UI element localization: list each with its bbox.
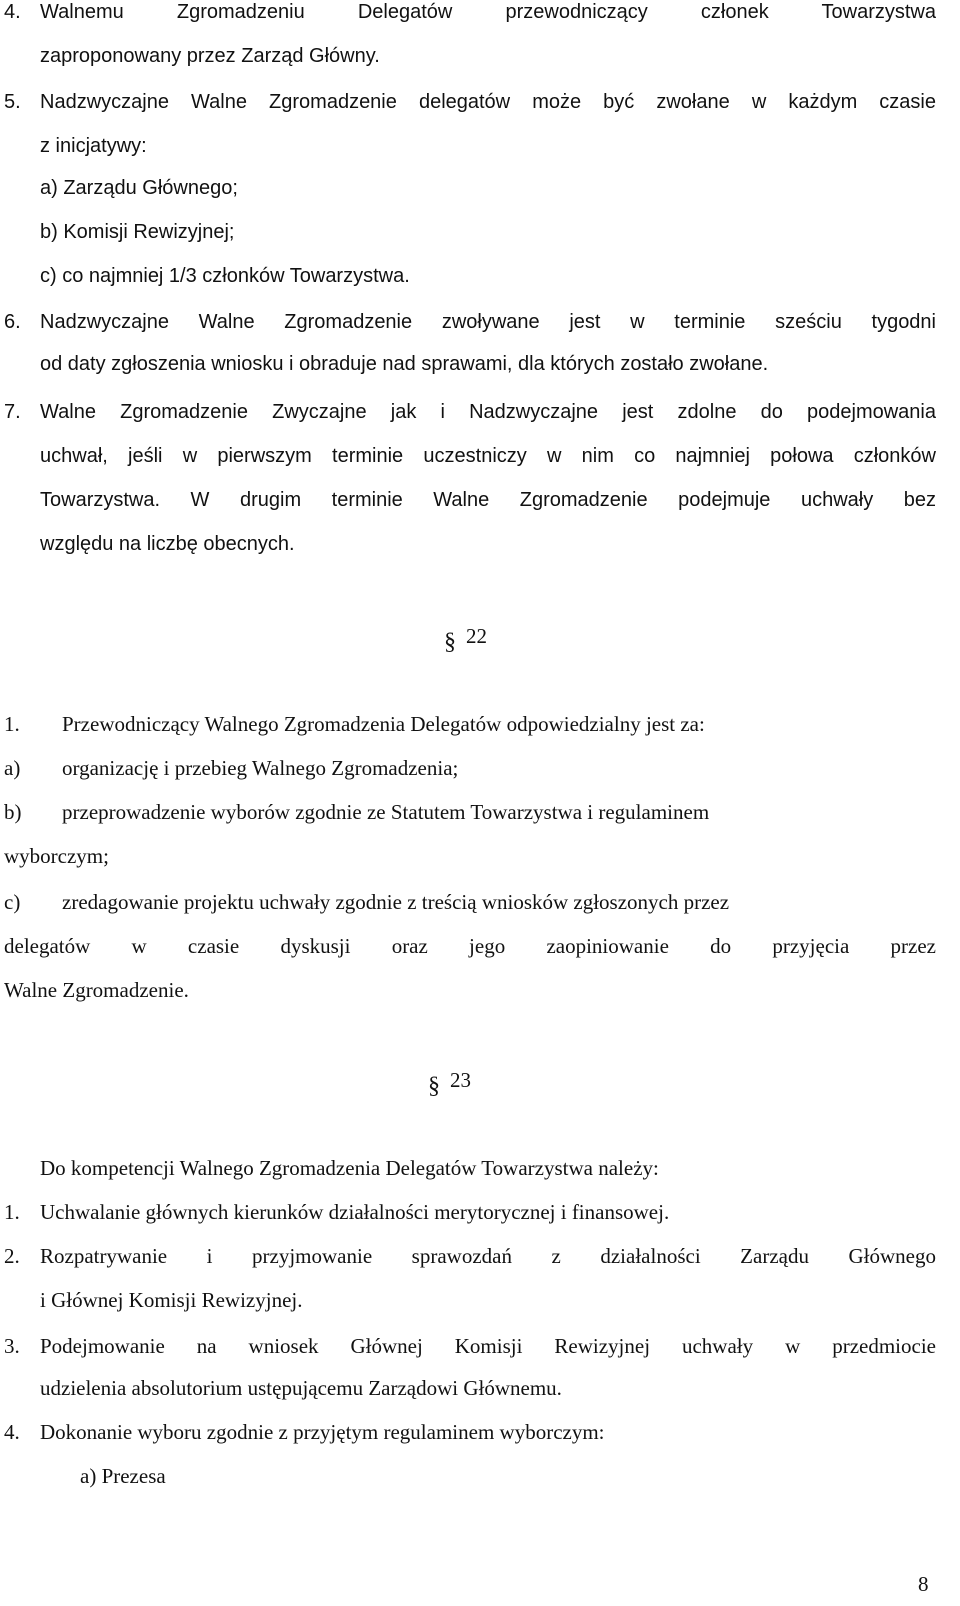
item-label: c): [4, 890, 21, 914]
paragraph-line: Walnemu Zgromadzeniu Delegatów przewodniczący członek Towarzystwa: [40, 1, 936, 23]
paragraph-line: Towarzystwa. W drugim terminie Walne Zgromadzenie podejmuje uchwały bez: [40, 489, 936, 511]
paragraph-line: delegatów w czasie dyskusji oraz jego zaopiniowanie do przyjęcia przez: [4, 934, 936, 958]
section-number: 23: [450, 1068, 471, 1092]
paragraph-line: i Głównej Komisji Rewizyjnej.: [40, 1288, 303, 1312]
paragraph-line: zaproponowany przez Zarząd Główny.: [40, 45, 380, 67]
paragraph-line: udzielenia absolutorium ustępującemu Zarządowi Głównemu.: [40, 1376, 562, 1400]
list-item: organizację i przebieg Walnego Zgromadzenia;: [62, 756, 459, 780]
paragraph-line: od daty zgłoszenia wniosku i obraduje nad sprawami, dla których zostało zwołane.: [40, 353, 769, 375]
item-number: 6.: [4, 311, 21, 333]
list-item: Podejmowanie na wniosek Głównej Komisji Rewizyjnej uchwały w przedmiocie: [40, 1334, 936, 1358]
paragraph-line: wyborczym;: [4, 844, 109, 868]
section-heading: [444, 614, 487, 658]
list-item: Rozpatrywanie i przyjmowanie sprawozdań z działalności Zarządu Głównego: [40, 1244, 936, 1268]
paragraph-line: Nadzwyczajne Walne Zgromadzenie zwoływane jest w terminie sześciu tygodni: [40, 311, 936, 333]
list-item: c) co najmniej 1/3 członków Towarzystwa.: [40, 265, 410, 287]
list-item: Uchwalanie głównych kierunków działalności merytorycznej i finansowej.: [40, 1200, 670, 1224]
item-number: 4.: [4, 1, 21, 23]
section-number: 22: [466, 624, 487, 648]
list-item: przeprowadzenie wyborów zgodnie ze Statutem Towarzystwa i regulaminem: [62, 800, 710, 824]
section-symbol: §: [428, 1073, 440, 1099]
item-number: 2.: [4, 1244, 20, 1268]
paragraph-line: Walne Zgromadzenie.: [4, 978, 189, 1002]
paragraph-line: Do kompetencji Walnego Zgromadzenia Delegatów Towarzystwa należy:: [40, 1156, 659, 1180]
section-heading: [428, 1058, 471, 1102]
item-label: b): [4, 800, 22, 824]
item-number: 1.: [4, 712, 20, 736]
page-number: 8: [918, 1572, 929, 1596]
item-number: 7.: [4, 401, 21, 423]
paragraph-line: Przewodniczący Walnego Zgromadzenia Delegatów odpowiedzialny jest za:: [62, 712, 705, 736]
paragraph-line: Walne Zgromadzenie Zwyczajne jak i Nadzwyczajne jest zdolne do podejmowania: [40, 401, 936, 423]
list-item: Dokonanie wyboru zgodnie z przyjętym regulaminem wyborczym:: [40, 1420, 605, 1444]
paragraph-line: Nadzwyczajne Walne Zgromadzenie delegatów może być zwołane w każdym czasie: [40, 91, 936, 113]
section-symbol: §: [444, 629, 456, 655]
item-label: a): [4, 756, 21, 780]
paragraph-line: uchwał, jeśli w pierwszym terminie uczestniczy w nim co najmniej połowa członków: [40, 445, 936, 467]
list-item: a) Prezesa: [80, 1464, 166, 1488]
item-number: 4.: [4, 1420, 20, 1444]
item-number: 1.: [4, 1200, 20, 1224]
item-number: 3.: [4, 1334, 20, 1358]
list-item: zredagowanie projektu uchwały zgodnie z treścią wniosków zgłoszonych przez: [62, 890, 730, 914]
list-item: a) Zarządu Głównego;: [40, 177, 238, 199]
paragraph-line: z inicjatywy:: [40, 135, 147, 157]
paragraph-line: względu na liczbę obecnych.: [40, 533, 295, 555]
item-number: 5.: [4, 91, 21, 113]
list-item: b) Komisji Rewizyjnej;: [40, 221, 235, 243]
